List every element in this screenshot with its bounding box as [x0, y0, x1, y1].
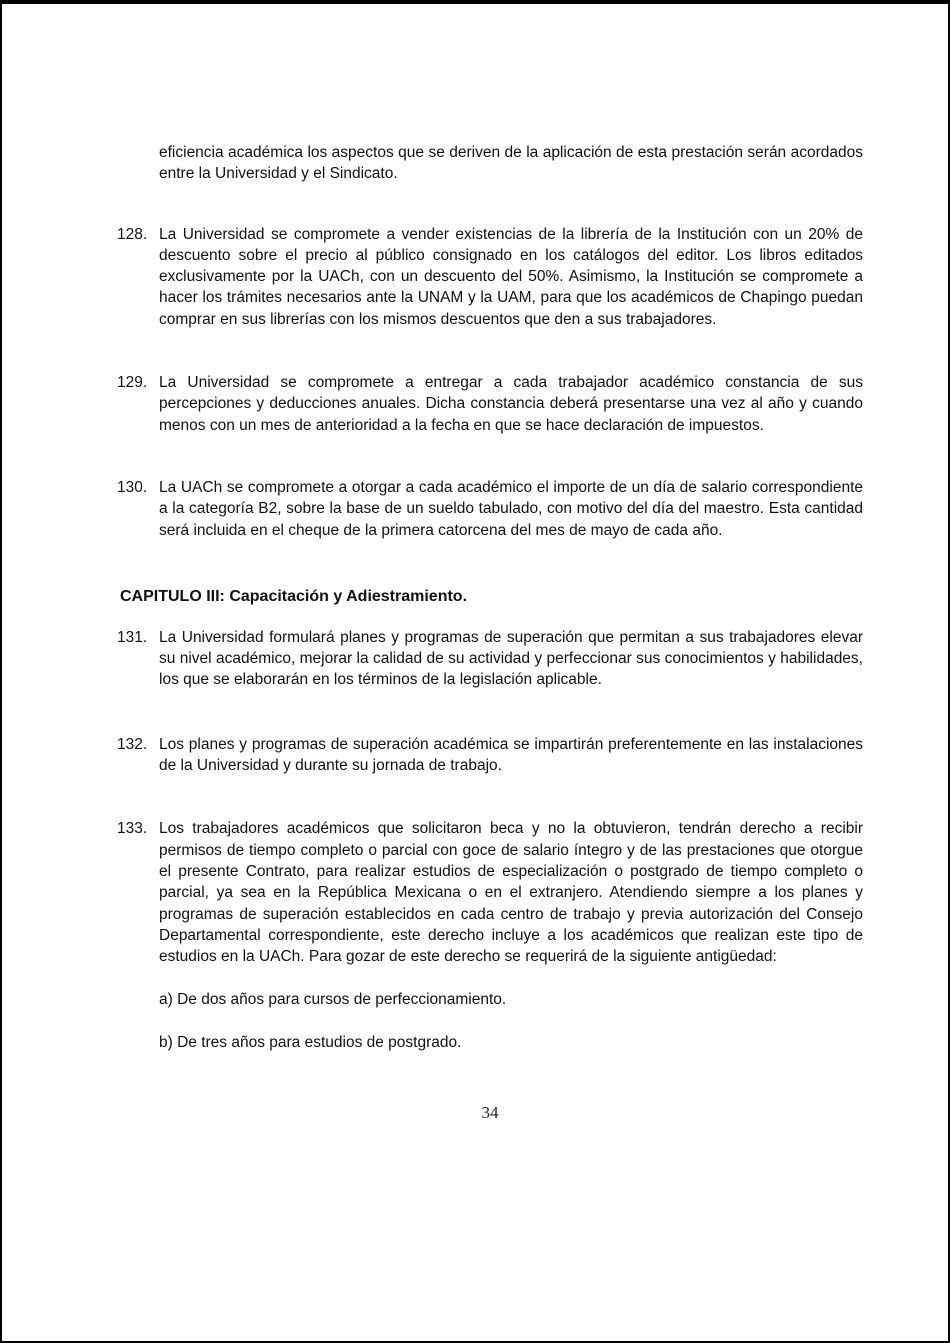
subitem-a: a) De dos años para cursos de perfeccionamiento.: [159, 991, 507, 1009]
page-number: 34: [481, 1103, 499, 1123]
clause-129: [117, 372, 863, 436]
clause-number: 128.: [117, 225, 148, 243]
clause-130: [117, 477, 863, 541]
continuation-paragraph: eficiencia académica los aspectos que se deriven de la aplicación de esta prestación serán acordados entre la Universidad y el Sindicato.: [159, 144, 863, 183]
clause-128: [117, 224, 863, 330]
clause-number: 131.: [117, 628, 148, 646]
clause-131: [117, 627, 863, 691]
clause-number: 132.: [117, 735, 148, 753]
clause-text: La Universidad se compromete a entregar a cada trabajador académico constancia de sus percepciones y deducciones anuales. Dicha constancia deberá presentarse una vez al año y cuando menos con un mes de anterioridad a la fecha en que se hace declaración de impuestos.: [159, 374, 863, 434]
clause-text: La Universidad se compromete a vender existencias de la librería de la Institución con un 20% de descuento sobre el precio al público consignado en los catálogos del editor. Los libros editados exclusivamente por la UACh, con un descuento del 50%. Asimismo, la Institución se compromete a hacer los trámites necesarios ante la UNAM y la UAM, para que los académicos de Chapingo puedan comprar en sus librerías con los mismos descuentos que den a sus trabajadores.: [159, 225, 863, 328]
clause-number: 133.: [117, 820, 148, 838]
subitem-b: b) De tres años para estudios de postgrado.: [159, 1033, 462, 1051]
clause-number: 129.: [117, 374, 148, 392]
clause-text: La Universidad formulará planes y programas de superación que permitan a sus trabajadores elevar su nivel académico, mejorar la calidad de su actividad y perfeccionar sus conocimientos y habilidades, los que se elaborarán en los términos de la legislación aplicable.: [159, 628, 863, 689]
clause-number: 130.: [117, 478, 148, 496]
clause-text: Los trabajadores académicos que solicitaron beca y no la obtuvieron, tendrán derecho a recibir permisos de tiempo completo o parcial con goce de salario íntegro y de las prestaciones que otorgue el presente Contrato, para realizar estudios de especialización o postgrado de tiempo completo o parcial, ya sea en la República Mexicana o en el extranjero. Atendiendo siempre a los planes y programas de superación establecidos en cada centro de trabajo y previa autorización del Consejo Departamental correspondiente, este derecho incluye a los académicos que realizan este tipo de estudios en la UACh. Para gozar de este derecho se requerirá de la siguiente antigüedad:: [159, 820, 863, 966]
chapter-heading: CAPITULO III: Capacitación y Adiestramiento.: [120, 587, 468, 605]
clause-133: [117, 818, 863, 967]
clause-132: [117, 734, 863, 777]
clause-text: Los planes y programas de superación académica se impartirán preferentemente en las instalaciones de la Universidad y durante su jornada de trabajo.: [159, 735, 863, 775]
clause-text: La UACh se compromete a otorgar a cada académico el importe de un día de salario correspondiente a la categoría B2, sobre la base de un sueldo tabulado, con motivo del día del maestro. Esta cantidad será incluida en el cheque de la primera catorcena del mes de mayo de cada año.: [159, 478, 863, 539]
